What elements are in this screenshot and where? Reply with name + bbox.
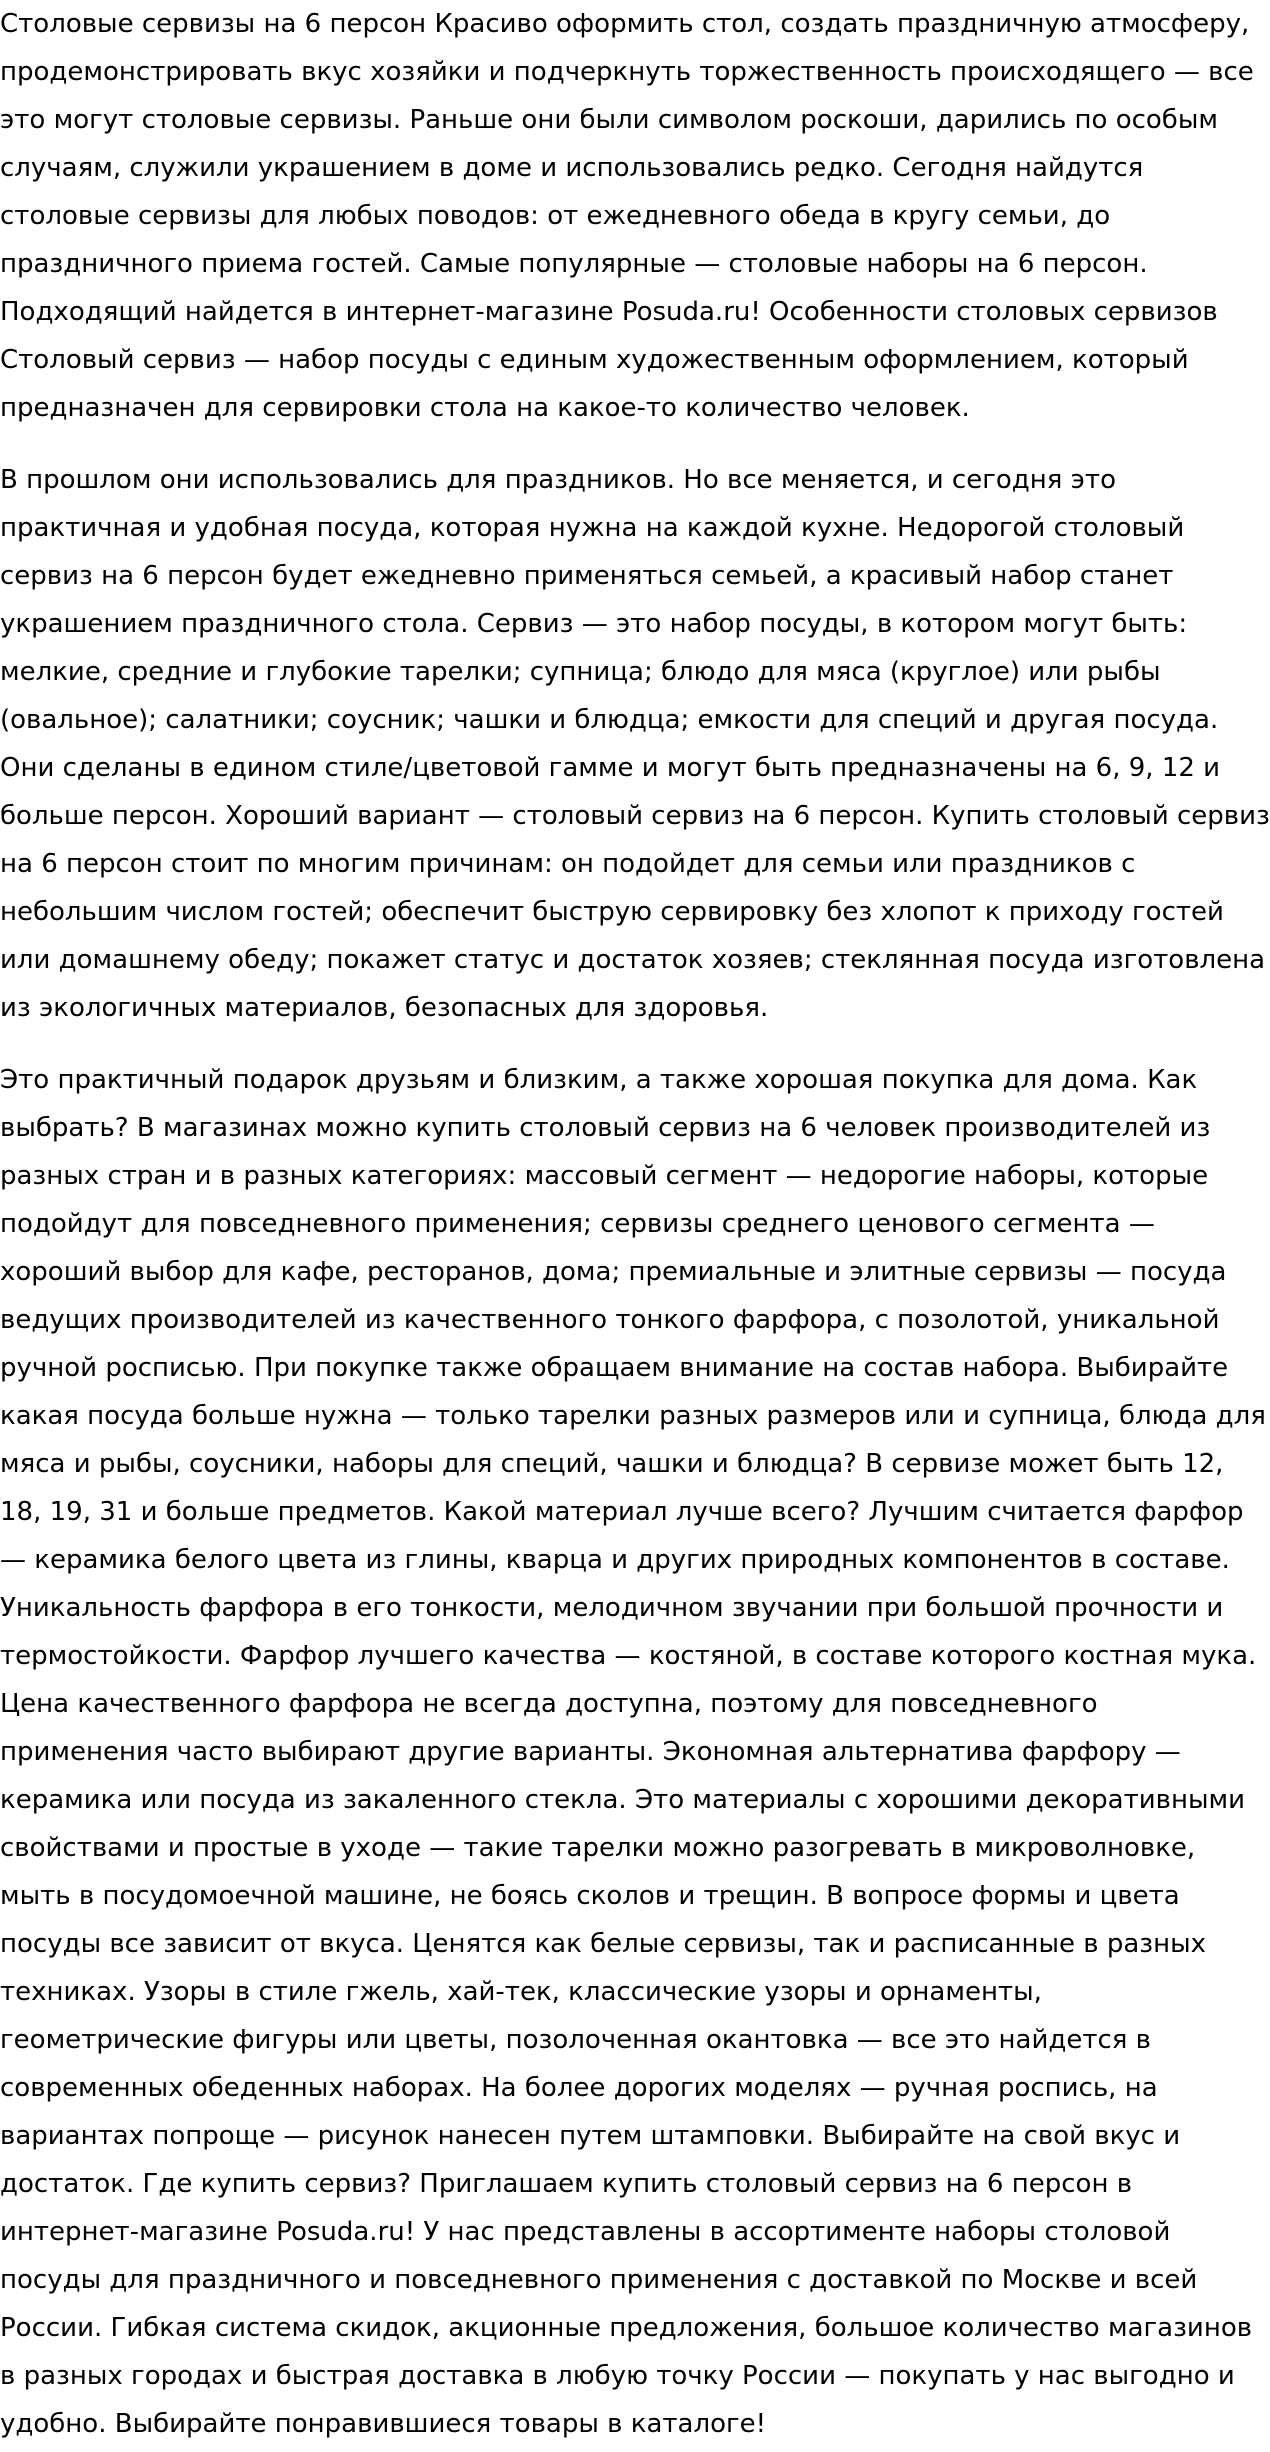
paragraph-how-to-choose: Это практичный подарок друзьям и близким, а также хорошая покупка для дома. Как выбрать? В магазинах можно купить столовый сервиз на 6 человек производителей из разных стран и в разных категориях: массовый сегмент — недорогие наборы, которые подойдут для повседневного применения; сервизы среднего ценового сегмента — хороший выбор для кафе, ресторанов, дома; премиальные и элитные сервизы — посуда ведущих производителей из качественного тонкого фарфора, с позолотой, уникальной ручной росписью. При покупке также обращаем внимание на состав набора. Выбирайте какая посуда больше нужна — только тарелки разных размеров или и супница, блюда для мяса и рыбы, соусники, наборы для специй, чашки и блюдца? В сервизе может быть 12, 18, 19, 31 и больше предметов. Какой материал лучше всего? Лучшим считается фарфор — керамика белого цвета из глины, кварца и других природных компонентов в составе. Уникальность фарфора в его тонкости, мелодичном звучании при большой прочности и термостойкости. Фарфор лучшего качества — костяной, в составе которого костная мука. Цена качественного фарфора не всегда доступна, поэтому для повседневного применения часто выбирают другие варианты. Экономная альтернатива фарфору — керамика или посуда из закаленного стекла. Это материалы с хорошими декоративными свойствами и простые в уходе — такие тарелки можно разогревать в микроволновке, мыть в посудомоечной машине, не боясь сколов и трещин. В вопросе формы и цвета посуды все зависит от вкуса. Ценятся как белые сервизы, так и расписанные в разных техниках. Узоры в стиле гжель, хай-тек, классические узоры и орнаменты, геометрические фигуры или цветы, позолоченная окантовка — все это найдется в современных обеденных наборах. На более дорогих моделях — ручная роспись, на вариантах попроще — рисунок нанесен путем штамповки. Выбирайте на свой вкус и достаток. Где купить сервиз? Приглашаем купить столовый сервиз на 6 персон в интернет-магазине Posuda.ru! У нас представлены в ассортименте наборы столовой посуды для праздничного и повседневного применения с доставкой по Москве и всей России. Гибкая система скидок, акционные предложения, большое количество магазинов в разных городах и быстрая доставка в любую точку России — покупать у нас выгодно и удобно. Выбирайте понравившиеся товары в каталоге! — [0, 1065, 1266, 2439]
paragraph-intro: Столовые сервизы на 6 персон Красиво оформить стол, создать праздничную атмосферу, продемонстрировать вкус хозяйки и подчеркнуть торжественность происходящего — все это могут столовые сервизы. Раньше они были символом роскоши, дарились по особым случаям, служили украшением в доме и использовались редко. Сегодня найдутся столовые сервизы для любых поводов: от ежедневного обеда в кругу семьи, до праздничного приема гостей. Самые популярные — столовые наборы на 6 персон. Подходящий найдется в интернет-магазине Posuda.ru! Особенности столовых сервизов Столовый сервиз — набор посуды с единым художественным оформлением, который предназначен для сервировки стола на какое-то количество человек. — [0, 9, 1254, 423]
paragraph-past-usage: В прошлом они использовались для праздников. Но все меняется, и сегодня это практичная и удобная посуда, которая нужна на каждой кухне. Недорогой столовый сервиз на 6 персон будет ежедневно применяться семьей, а красивый набор станет украшением праздничного стола. Сервиз — это набор посуды, в котором могут быть: мелкие, средние и глубокие тарелки; супница; блюдо для мяса (круглое) или рыбы (овальное); салатники; соусник; чашки и блюдца; емкости для специй и другая посуда. Они сделаны в едином стиле/цветовой гамме и могут быть предназначены на 6, 9, 12 и больше персон. Хороший вариант — столовый сервиз на 6 персон. Купить столовый сервиз на 6 персон стоит по многим причинам: он подойдет для семьи или праздников с небольшим числом гостей; обеспечит быструю сервировку без хлопот к приходу гостей или домашнему обеду; покажет статус и достаток хозяев; стеклянная посуда изготовлена из экологичных материалов, безопасных для здоровья. — [0, 465, 1270, 1023]
